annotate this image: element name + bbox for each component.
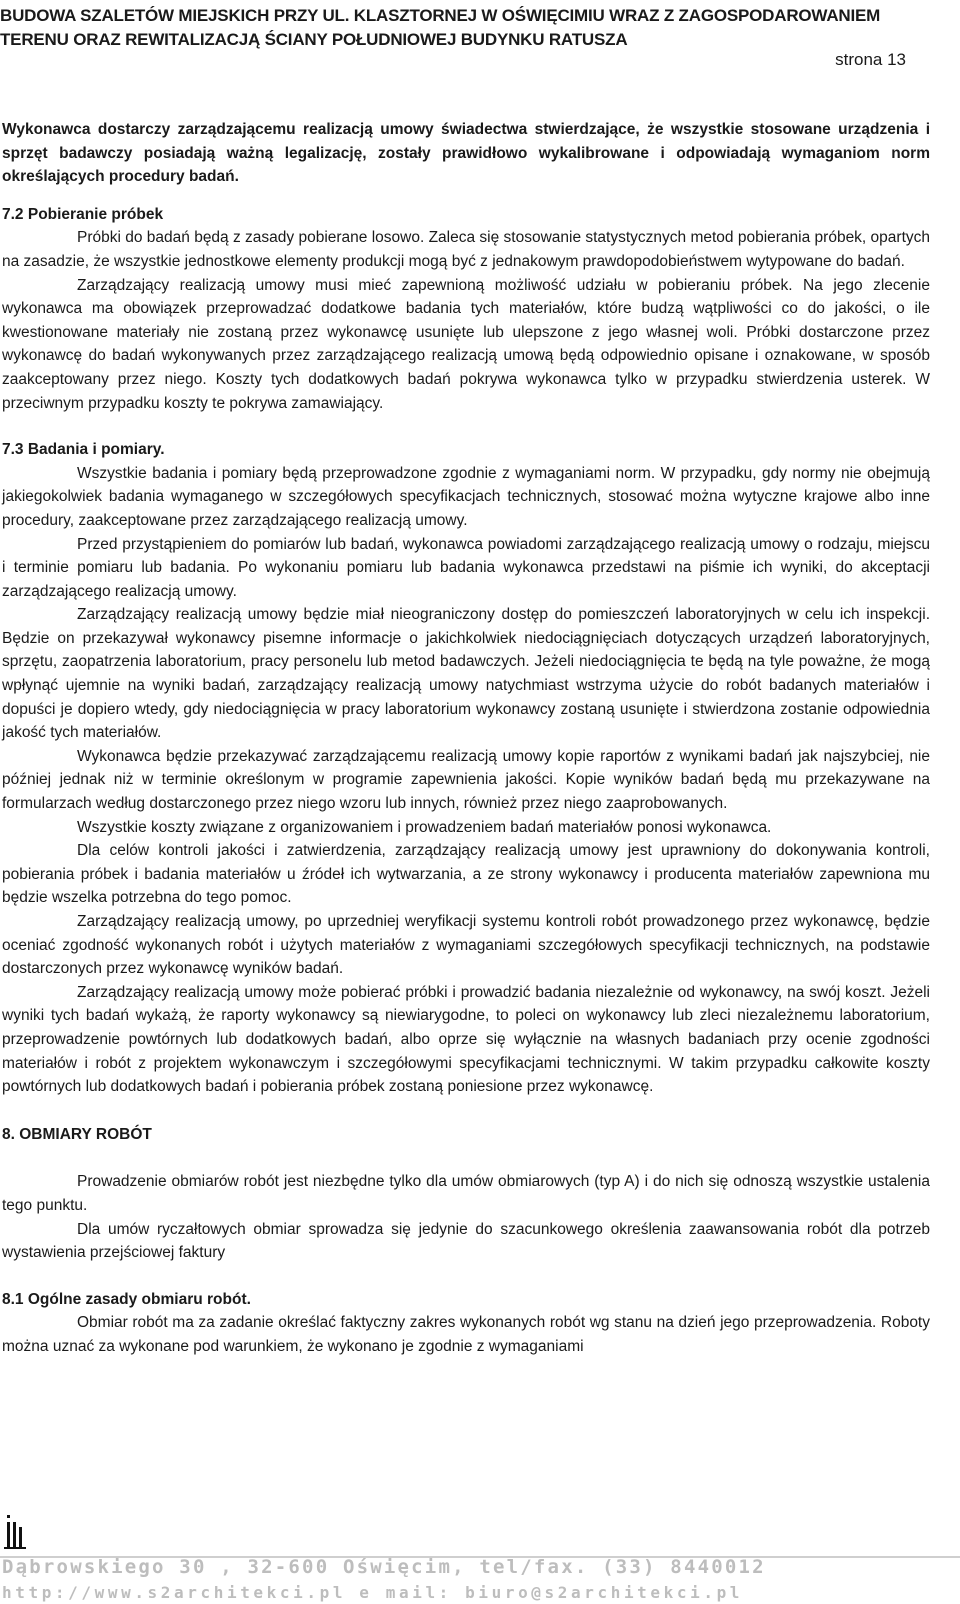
paragraph: Zarządzający realizacją umowy może pobierać próbki i prowadzić badania niezależnie od wykonawcy, na swój koszt. Jeżeli wyniki tych badań wykażą, że raporty wykonawcy są niewiarygodne, to poleci on wykonawcy lub zleci niezależnemu laboratorium, przeprowadzenie powtórnych lub dodatkowych badań, albo oprze się wyłącznie na własnych badaniach przy ocenie zgodności materiałów i robót z projektem wykonawczym i szczegółowymi specyfikacjami technicznymi. W takim przypadku całkowite koszty powtórnych lub dodatkowych badań i pobierania próbek zostaną poniesione przez wykonawcę. — [2, 983, 930, 1096]
paragraph: Wszystkie badania i pomiary będą przeprowadzone zgodnie z wymaganiami norm. W przypadku, gdy normy nie obejmują jakiegokolwiek badania wymaganego w szczegółowych specyfikacjach technicznych, stosować można wytyczne krajowe albo inne procedury, zaakceptowane przez zarządzającego realizacją umowy. — [2, 464, 930, 529]
paragraph: Zarządzający realizacją umowy będzie miał nieograniczony dostęp do pomieszczeń laboratoryjnych w celu ich inspekcji. Będzie on przekazywał wykonawcy pisemne informacje o jakichkolwiek niedociągnięciach dotyczących urządzeń laboratoryjnych, sprzętu, zaopatrzenia laboratorium, pracy personelu lub metod badawczych. Jeżeli niedociągnięcia te będą na tyle poważne, że mogą wpłynąć ujemnie na wyniki badań, zarządzający realizacją umowy natychmiast wstrzyma użycie do robót badanych materiałów i dopuści je dopiero wtedy, gdy niedociągnięcia w pracy laboratorium wykonawcy zostaną usunięte i stwierdzona zostanie odpowiednia jakość tych materiałów. — [2, 606, 930, 742]
section-heading-7-2: 7.2 Pobieranie próbek — [2, 205, 164, 223]
paragraph: Przed przystąpieniem do pomiarów lub badań, wykonawca powiadomi zarządzającego realizacją umowy o rodzaju, miejscu i terminie pomiaru lub badania. Po wykonaniu pomiaru lub badania wykonawca przedstawi na piśmie ich wyniki, do akceptacji zarządzającego realizacją umowy. — [2, 535, 930, 600]
footer-address: Dąbrowskiego 30 , 32-600 Oświęcim, tel/fax. (33) 8440012 — [2, 1556, 766, 1578]
paragraph: Zarządzający realizacją umowy musi mieć zapewnioną możliwość udziału w pobieraniu próbek. Na jego zlecenie wykonawca ma obowiązek przeprowadzać dodatkowe badania tych materiałów, które budzą wątpliwości co do jakości, o ile kwestionowane materiały nie zostaną przez wykonawcę usunięte lub ulepszone z jego własnej woli. Próbki dostarczone przez wykonawcę do badań wykonywanych przez zarządzającego realizacją umową będą odpowiednio opisane i oznakowane, w sposób zaakceptowany przez niego. Koszty tych dodatkowych badań pokrywa wykonawca tylko w przypadku stwierdzenia usterek. W przeciwnym przypadku koszty te pokrywa zamawiający. — [2, 276, 930, 412]
document-header — [0, 4, 930, 52]
header-title-line-1: BUDOWA SZALETÓW MIEJSKICH PRZY UL. KLASZTORNEJ W OŚWIĘCIMIU WRAZ Z ZAGOSPODAROWANIEM — [0, 6, 881, 25]
paragraph: Zarządzający realizacją umowy, po uprzedniej weryfikacji systemu kontroli robót prowadzonego przez wykonawcę, będzie oceniać zgodność wykonanych robót i użytych materiałów z wymaganiami szczegółowych specyfikacji technicznych, na podstawie dostarczonych przez wykonawcę wyników badań. — [2, 913, 930, 978]
paragraph: Dla umów ryczałtowych obmiar sprowadza się jedynie do szacunkowego określenia zaawansowania robót dla potrzeb wystawienia przejściowej faktury — [2, 1220, 930, 1262]
document-body — [2, 118, 930, 1359]
paragraph: Wykonawca będzie przekazywać zarządzającemu realizacją umowy kopie raportów z wynikami badań jak najszybciej, nie później jednak niż w terminie określonym w programie zapewnienia jakości. Kopie wyników badań będą mu przekazywane na formularzach według dostarczonego przez niego wzoru lub innych, również przez niego zaaprobowanych. — [2, 747, 930, 813]
paragraph: Wszystkie koszty związane z organizowaniem i prowadzeniem badań materiałów ponosi wykonawca. — [77, 818, 772, 836]
paragraph: Próbki do badań będą z zasady pobierane losowo. Zaleca się stosowanie statystycznych metod pobierania próbek, opartych na zasadzie, że wszystkie jednostkowe elementy produkcji mogą być z jednakowym prawdopodobieństwem wytypowane do badań. — [2, 229, 930, 270]
section-heading-7-3: 7.3 Badania i pomiary. — [2, 441, 165, 459]
intro-paragraph: Wykonawca dostarczy zarządzającemu realizacją umowy świadectwa stwierdzające, że wszystkie stosowane urządzenia i sprzęt badawczy posiadają ważną legalizację, zostały prawidłowo wykalibrowane i odpowiadają wymaganiom norm określających procedury badań. — [2, 121, 930, 186]
footer-contact: http://www.s2architekci.pl e mail: biuro@s2architekci.pl — [2, 1583, 744, 1602]
header-title-line-2: TERENU ORAZ REWITALIZACJĄ ŚCIANY POŁUDNIOWEJ BUDYNKU RATUSZA — [0, 30, 628, 49]
section-heading-8-1: 8.1 Ogólne zasady obmiaru robót. — [2, 1290, 251, 1308]
section-heading-8: 8. OBMIARY ROBÓT — [2, 1125, 152, 1143]
s2-logo-icon — [4, 1513, 26, 1551]
paragraph: Obmiar robót ma za zadanie określać faktyczny zakres wykonanych robót wg stanu na dzień jego przeprowadzenia. Roboty można uznać za wykonane pod warunkiem, że wykonano je zgodnie z wymaganiami — [2, 1314, 930, 1355]
paragraph: Dla celów kontroli jakości i zatwierdzenia, zarządzający realizacją umowy jest uprawniony do dokonywania kontroli, pobierania próbek i badania materiałów u źródeł ich wytwarzania, a ze strony wykonawcy i producenta materiałów zapewniona mu będzie wszelka potrzebna do tego pomoc. — [2, 842, 930, 907]
page-number: strona 13 — [835, 50, 906, 69]
paragraph: Prowadzenie obmiarów robót jest niezbędne tylko dla umów obmiarowych (typ A) i do nich się odnoszą wszystkie ustalenia tego punktu. — [2, 1173, 930, 1214]
